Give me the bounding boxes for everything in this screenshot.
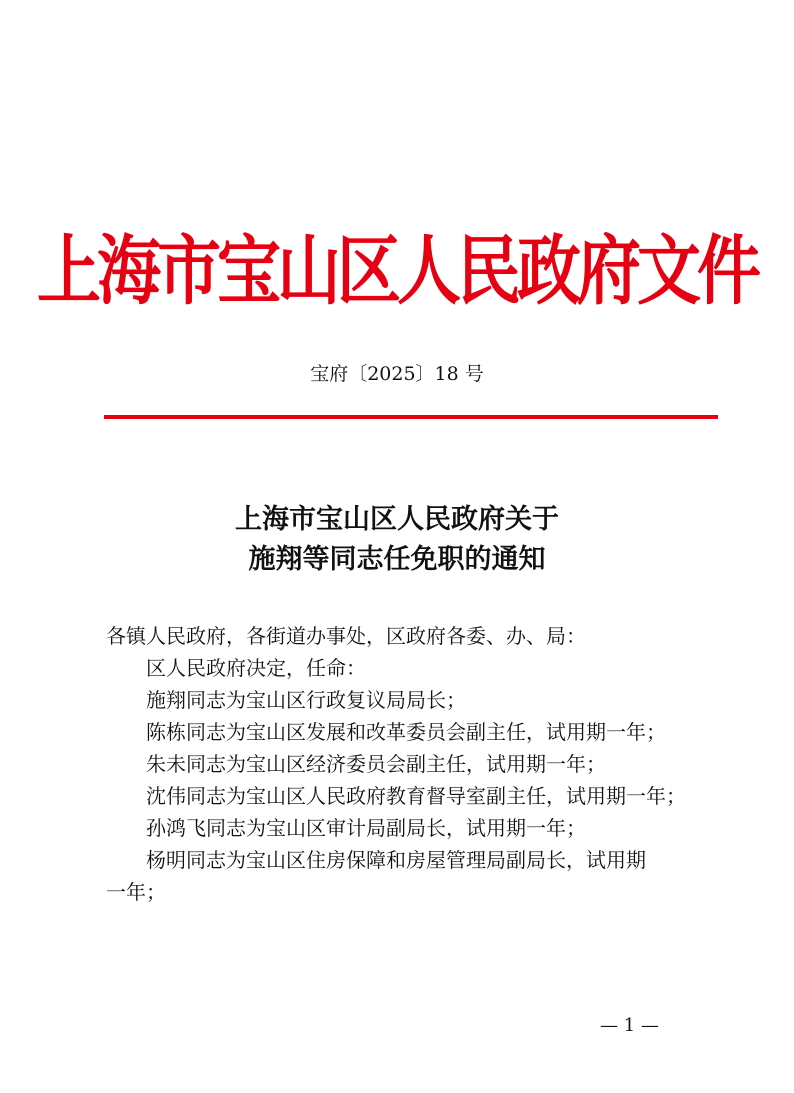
body-paragraph: 区人民政府决定，任命：: [146, 656, 366, 680]
salutation: 各镇人民政府，各街道办事处，区政府各委、办、局：: [106, 624, 586, 648]
body-paragraph: 施翔同志为宝山区行政复议局局长；: [146, 688, 466, 712]
page-number: — 1 —: [600, 1015, 659, 1036]
body-paragraph: 杨明同志为宝山区住房保障和房屋管理局副局长，试用期: [146, 848, 646, 872]
document-body: [106, 620, 706, 908]
red-divider-line: [104, 415, 718, 419]
body-paragraph: 孙鸿飞同志为宝山区审计局副局长，试用期一年；: [146, 816, 586, 840]
body-paragraph: 陈栋同志为宝山区发展和改革委员会副主任，试用期一年；: [146, 720, 666, 744]
document-masthead: 上海市宝山区人民政府文件: [37, 228, 757, 316]
body-paragraph: 沈伟同志为宝山区人民政府教育督导室副主任，试用期一年；: [146, 784, 686, 808]
body-paragraph: 朱未同志为宝山区经济委员会副主任，试用期一年；: [146, 752, 606, 776]
document-title: [0, 500, 794, 580]
document-number: 宝府〔2025〕18 号: [310, 363, 484, 385]
title-line-1: 上海市宝山区人民政府关于: [235, 504, 559, 535]
body-paragraph-continuation: 一年；: [106, 880, 166, 904]
title-line-2: 施翔等同志任免职的通知: [248, 544, 546, 575]
